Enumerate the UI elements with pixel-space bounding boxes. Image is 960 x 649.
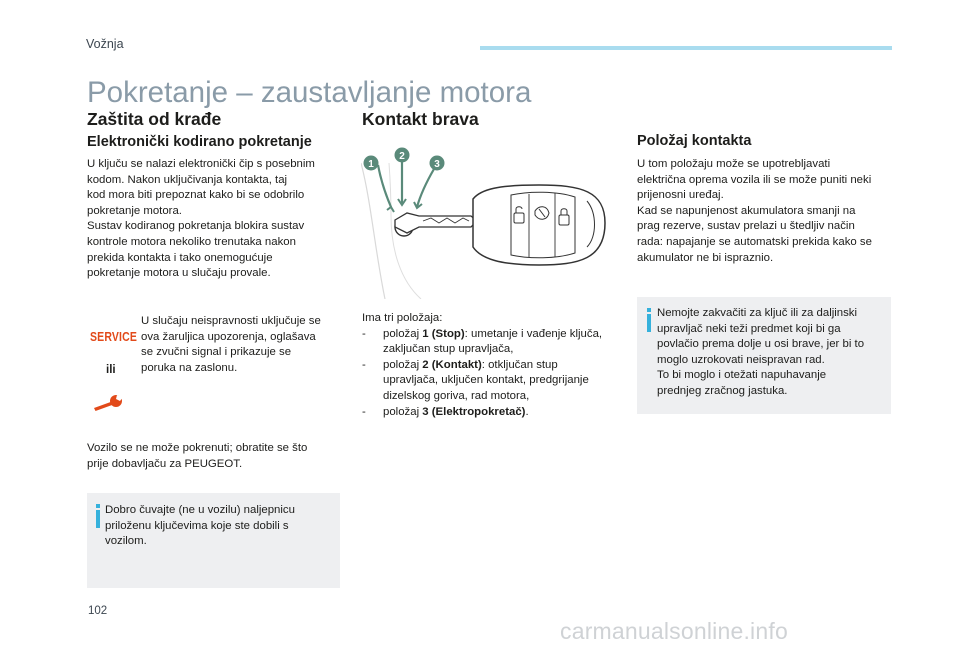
position-desc: : otključan stup (481, 358, 558, 371)
text-line: upravljač neki teži predmet koji bi ga (657, 322, 841, 335)
text-line: Vozilo se ne može pokrenuti; obratite se što (87, 442, 308, 454)
heading-ignition: Kontakt brava (362, 109, 479, 129)
list-dash: - (362, 358, 366, 371)
list-item (362, 327, 630, 358)
or-label: ili (106, 364, 116, 376)
positions-intro: Ima tri položaja: (362, 312, 443, 324)
list-dash: - (362, 405, 366, 418)
position-desc: . (525, 405, 529, 418)
header-accent-bar (480, 46, 892, 50)
ignition-key-illustration (361, 141, 611, 299)
text-line: ova žaruljica upozorenja, oglašava (141, 330, 316, 343)
callout-1: 1 (368, 159, 374, 170)
text-line: moglo uzrokovati neispravan rad. (657, 353, 825, 366)
contact-dealer-paragraph (87, 441, 347, 472)
info-icon-dot (96, 504, 100, 508)
position-desc-cont: dizelskog goriva, rad motora, (383, 389, 530, 402)
list-dash: - (362, 327, 366, 340)
position-label: 2 (Kontakt) (422, 358, 482, 371)
position-desc-cont: upravljača, uključen kontakt, predgrijanje (383, 374, 589, 387)
position-desc: : umetanje i vađenje ključa, (464, 327, 603, 340)
text-line: prag rezerve, sustav prelazi u štedljiv način (637, 220, 855, 233)
text-line: U slučaju neispravnosti uključuje se (141, 315, 321, 327)
warning-paragraph (141, 314, 341, 376)
coded-start-paragraph (87, 157, 347, 282)
ignition-positions-text (362, 311, 630, 420)
text-line: U ključu se nalazi elektronički čip s posebnim (87, 158, 315, 170)
callout-3: 3 (434, 159, 440, 170)
positions-list (362, 327, 630, 421)
text-line: kodom. Nakon uključivanja kontakta, taj (87, 173, 288, 186)
text-line: priloženu ključevima koje ste dobili s (105, 519, 289, 532)
text-line: pokretanje motora u slučaju provale. (87, 267, 271, 280)
subheading-coded-start: Elektronički kodirano pokretanje (87, 134, 312, 150)
wrench-icon (92, 392, 126, 414)
text-line: Dobro čuvajte (ne u vozilu) naljepnicu (105, 504, 295, 516)
position-prefix: položaj (383, 358, 423, 371)
note-text-key-weight (657, 306, 889, 400)
service-warning-icon: SERVICE (90, 329, 138, 344)
info-icon (647, 314, 651, 332)
text-line: Sustav kodiranog pokretanja blokira sustav (87, 220, 305, 233)
position-prefix: položaj (383, 327, 423, 340)
info-icon-dot (647, 308, 651, 312)
text-line: se zvučni signal i prikazuje se (141, 346, 292, 359)
text-line: pokretanje motora. (87, 204, 182, 217)
heading-anti-theft: Zaštita od krađe (87, 109, 222, 129)
text-line: povlačio prema dolje u osi brave, jer bi to (657, 338, 865, 351)
callout-2: 2 (399, 151, 405, 162)
watermark: carmanualsonline.info (560, 618, 788, 644)
position-label: 1 (Stop) (422, 327, 465, 340)
subheading-contact-position: Položaj kontakta (637, 133, 752, 149)
text-line: prekida kontakta i tako onemogućuje (87, 251, 273, 264)
note-text-key-label (105, 503, 335, 550)
text-line: prijenosni uređaj. (637, 189, 724, 202)
position-desc-cont: zaključan stup upravljača, (383, 343, 514, 356)
text-line: poruka na zaslonu. (141, 361, 238, 374)
page-title: Pokretanje – zaustavljanje motora (87, 76, 532, 109)
info-icon (96, 510, 100, 528)
text-line: kod mora biti prepoznat kako bi se odobrilo (87, 189, 305, 202)
text-line: prednjeg zračnog jastuka. (657, 384, 788, 397)
contact-position-paragraph (637, 157, 897, 266)
position-prefix: položaj (383, 405, 423, 418)
text-line: U tom položaju može se upotrebljavati (637, 158, 831, 170)
text-line: prije dobavljaču za PEUGEOT. (87, 457, 243, 470)
list-item (362, 358, 630, 405)
list-item (362, 405, 630, 421)
text-line: električna oprema vozila ili se može puniti neki (637, 173, 872, 186)
text-line: To bi moglo i otežati napuhavanje (657, 369, 827, 382)
section-name: Vožnja (86, 37, 124, 51)
text-line: vozilom. (105, 535, 147, 548)
text-line: rada: napajanje se automatski prekida kako se (637, 235, 872, 248)
text-line: akumulator ne bi ispraznio. (637, 251, 774, 264)
text-line: kontrole motora nekoliko trenutaka nakon (87, 235, 296, 248)
text-line: Nemojte zakvačiti za ključ ili za daljinski (657, 307, 858, 319)
page-number: 102 (88, 605, 108, 617)
text-line: Kad se napunjenost akumulatora smanji na (637, 204, 856, 217)
position-label: 3 (Elektropokretač) (422, 405, 526, 418)
